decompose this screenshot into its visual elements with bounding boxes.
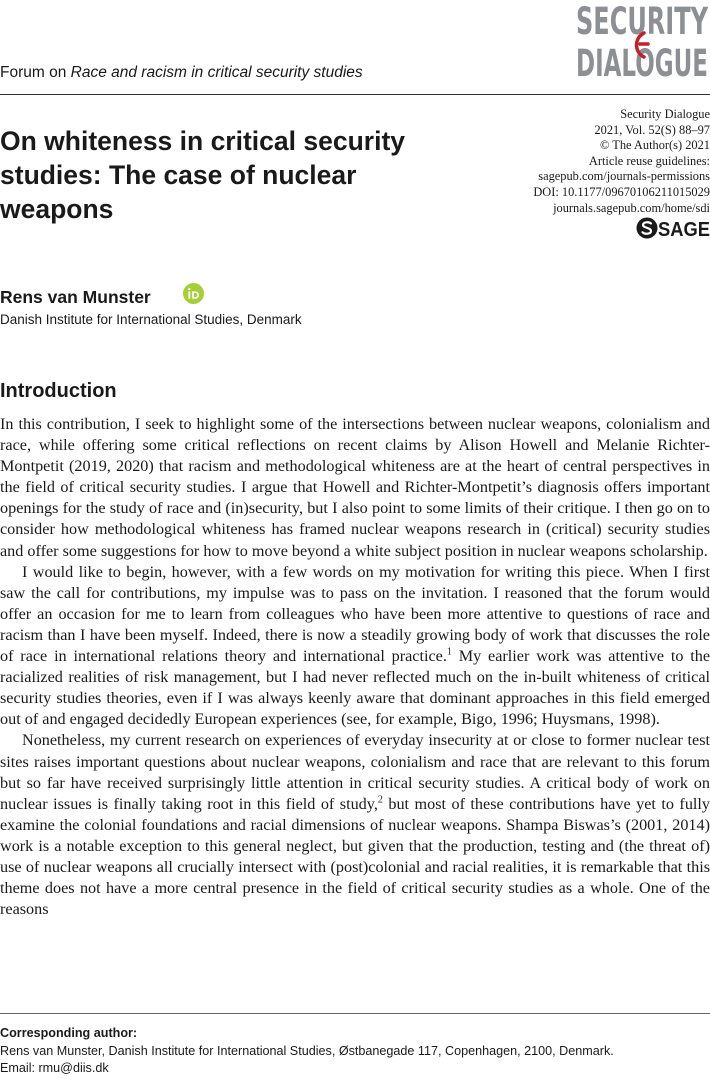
- footnote-ref-1[interactable]: 1: [446, 646, 452, 658]
- corresponding-author-address: Rens van Munster, Danish Institute for International Studies, Østbanegade 117, Copenhagen, 2100, Denmark.: [0, 1043, 614, 1058]
- article-body: [0, 414, 710, 920]
- paragraph-2: I would like to begin, however, with a few words on my motivation for writing this piece. When I first saw the call for contributions, my impulse was to pass on the invitation. I reasoned that the forum would offer an occasion for me to learn from colleagues who have been more attentive to questions of race and racism than I have been myself. Indeed, there is now a steadily growing body of work that discusses the role of race in international relations theory and international practice.$^1$ My earlier work was attentive to the racialized realities of risk management, but I had never reflected much on the in-built whiteness of critical security studies theories, even if I was always keenly aware that dominant approaches in this field emerged out of and engaged decidedly European experiences (see, for example, Bigo, 1996; Huysmans, 1998).: [0, 562, 710, 729]
- permissions-link[interactable]: sagepub.com/journals-permissions: [538, 169, 710, 184]
- sage-logo: [636, 216, 710, 240]
- journal-logo-line2: DIALOGUE: [576, 42, 708, 82]
- forum-prefix: Forum on: [0, 64, 71, 81]
- corresponding-author-heading: Corresponding author:: [0, 1026, 138, 1040]
- doi[interactable]: DOI: 10.1177/09670106211015029: [533, 184, 710, 199]
- journal-name: Security Dialogue: [620, 107, 710, 121]
- volume-info: 2021, Vol. 52(S) 88–97: [594, 122, 710, 137]
- copyright: © The Author(s) 2021: [599, 138, 710, 153]
- header-divider: [0, 94, 710, 95]
- paragraph-3: Nonetheless, my current research on experiences of everyday insecurity at or close to former nuclear test sites raises important questions about nuclear weapons, colonialism and race that are relevant to this forum but so far have received surprisingly little attention in critical security studies. A critical body of work on nuclear issues is finally taking root in this field of study,$^2$ but most of these contributions have yet to fully examine the colonial foundations and racial dimensions of nuclear weapons. Shampa Biswas’s (2001, 2014) work is a notable exception to this general neglect, but given that the production, testing and (the threat of) use of nuclear weapons all crucially intersect with (post)colonial and racial realities, it is remarkable that this theme does not have a more central presence in the field of critical security studies as a whole. One of the reasons: [0, 731, 710, 919]
- footer-divider: [0, 1013, 710, 1014]
- paragraph-1: In this contribution, I seek to highlight some of the intersections between nuclear weapons, colonialism and race, while offering some critical reflections on recent claims by Alison Howell and Melanie Richter-Montpetit (2019, 2020) that racism and methodological whiteness are at the heart of central perspectives in the field of critical security studies. I argue that Howell and Richter-Montpetit’s diagnosis offers important openings for the study of race and (in)security, but I also point to some limits of their critique. I then go on to consider how methodological whiteness has framed nuclear weapons research in (critical) security studies and offer some suggestions for how to move beyond a white subject position in nuclear weapons scholarship.: [0, 415, 710, 560]
- section-heading: Introduction: [0, 380, 117, 402]
- forum-topic: Race and racism in critical security studies: [70, 64, 363, 81]
- journal-logo-line1: SECURITY: [576, 0, 709, 43]
- article-title: On whiteness in critical security studies: The case of nuclear weapons: [0, 126, 406, 224]
- journal-home-link[interactable]: journals.sagepub.com/home/sdi: [553, 200, 710, 215]
- article-metadata: [450, 107, 710, 216]
- footnote-ref-2[interactable]: 2: [377, 794, 383, 806]
- author-name: Rens van Munster: [0, 287, 151, 307]
- journal-logo: [574, 0, 710, 82]
- corresponding-author-email[interactable]: Email: rmu@diis.dk: [0, 1061, 109, 1075]
- reuse-guidelines-label: Article reuse guidelines:: [588, 153, 710, 168]
- corresponding-author-block: [0, 1025, 614, 1078]
- author-affiliation: Danish Institute for International Studies, Denmark: [0, 312, 302, 327]
- forum-line: [0, 64, 363, 82]
- sage-logo-text: SAGE: [658, 219, 710, 240]
- orcid-icon[interactable]: [183, 283, 204, 304]
